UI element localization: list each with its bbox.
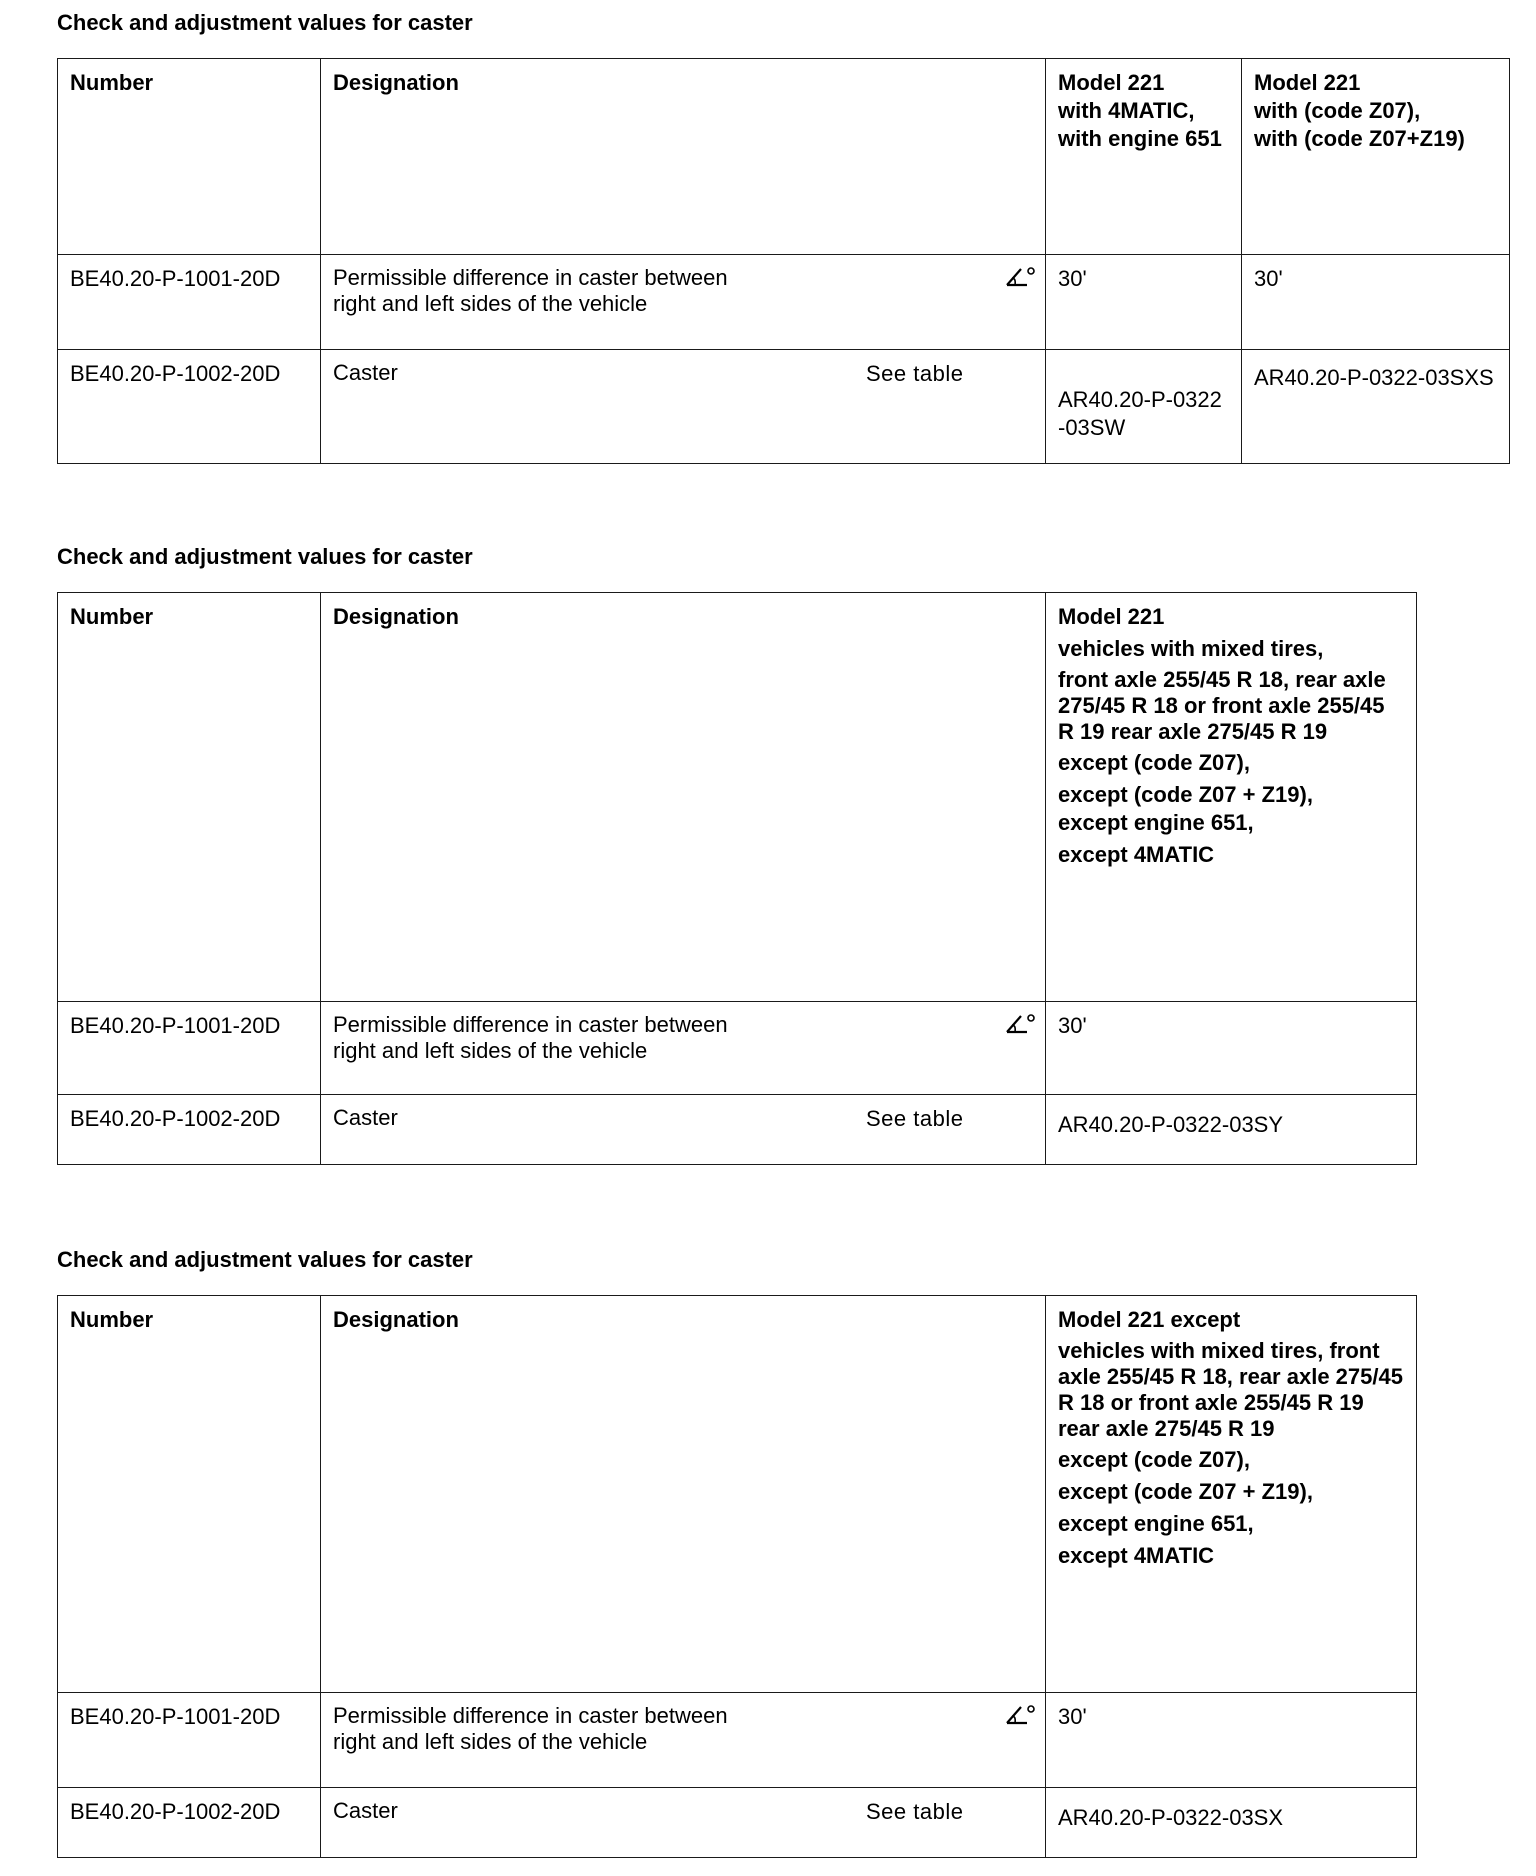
row-designation (321, 1788, 1046, 1858)
model-line: with engine 651 (1058, 126, 1222, 151)
model-line: Model 221 (1254, 70, 1361, 95)
section-title: Check and adjustment values for caster (57, 544, 473, 569)
designation-text: Caster (333, 1105, 398, 1130)
row-designation (321, 1002, 1046, 1095)
designation-text: Permissible difference in caster between right and left sides of the vehicle (333, 265, 728, 316)
see-table-note: See table (866, 361, 964, 386)
row-number: BE40.20-P-1002-20D (58, 1095, 321, 1165)
reference-code: AR40.20-P-0322-03SW (1058, 387, 1222, 440)
row-number: BE40.20-P-1001-20D (58, 1002, 321, 1095)
angle-degree-icon (1005, 1012, 1035, 1036)
model-line: with (code Z07+Z19) (1254, 126, 1465, 151)
row-reference (1046, 1095, 1417, 1165)
table-row (58, 1788, 1417, 1858)
caster-table-1 (57, 58, 1510, 464)
reference-code: AR40.20-P-0322-03SY (1058, 1112, 1284, 1137)
model-line: vehicles with mixed tires, front axle 255/45 R 18, rear axle 275/45 R 18 or front axle 255/45 R 19 rear axle 275/45 R 19 (1058, 1338, 1403, 1441)
row-designation (321, 255, 1046, 350)
designation-text: Permissible difference in caster between right and left sides of the vehicle (333, 1703, 728, 1754)
model-column-header (1242, 59, 1510, 255)
model-line: except 4MATIC (1058, 1543, 1215, 1568)
row-value: 30' (1046, 1693, 1417, 1788)
designation-header: Designation (321, 59, 1046, 255)
model-line: except (code Z07 + Z19), (1058, 1479, 1313, 1504)
table-header-row (58, 593, 1417, 1002)
designation-header: Designation (321, 1296, 1046, 1693)
row-value: 30' (1046, 255, 1242, 350)
model-line: Model 221 (1058, 70, 1165, 95)
row-designation (321, 350, 1046, 464)
model-line: with (code Z07), (1254, 98, 1421, 123)
row-reference (1046, 350, 1242, 464)
section-title: Check and adjustment values for caster (57, 10, 473, 35)
model-column-header (1046, 59, 1242, 255)
row-number: BE40.20-P-1001-20D (58, 255, 321, 350)
reference-code: AR40.20-P-0322-03SX (1058, 1805, 1284, 1830)
designation-text: Caster (333, 360, 398, 385)
table-row (58, 350, 1510, 464)
model-line: except (code Z07), (1058, 750, 1250, 775)
designation-header: Designation (321, 593, 1046, 1002)
model-line: Model 221 except (1058, 1307, 1241, 1332)
table-row (58, 1002, 1417, 1095)
model-line: except 4MATIC (1058, 842, 1215, 867)
model-line: except (code Z07 + Z19), (1058, 782, 1313, 807)
caster-table-3 (57, 1295, 1417, 1858)
row-number: BE40.20-P-1001-20D (58, 1693, 321, 1788)
table-row (58, 1693, 1417, 1788)
row-designation (321, 1095, 1046, 1165)
model-line: except engine 651, (1058, 810, 1254, 835)
table-header-row (58, 59, 1510, 255)
row-value: 30' (1242, 255, 1510, 350)
caster-table-2 (57, 592, 1417, 1165)
row-reference (1242, 350, 1510, 464)
model-line: vehicles with mixed tires, (1058, 636, 1324, 661)
number-header: Number (58, 59, 321, 255)
model-line: front axle 255/45 R 18, rear axle 275/45 R 18 or front axle 255/45 R 19 rear axle 275/45 R 19 (1058, 667, 1386, 744)
row-number: BE40.20-P-1002-20D (58, 350, 321, 464)
number-header: Number (58, 1296, 321, 1693)
row-designation (321, 1693, 1046, 1788)
see-table-note: See table (866, 1106, 964, 1131)
model-column-header (1046, 1296, 1417, 1693)
see-table-note: See table (866, 1799, 964, 1824)
table-header-row (58, 1296, 1417, 1693)
angle-degree-icon (1005, 1703, 1035, 1727)
model-line: with 4MATIC, (1058, 98, 1195, 123)
designation-text: Permissible difference in caster between right and left sides of the vehicle (333, 1012, 728, 1063)
model-line: Model 221 (1058, 604, 1165, 629)
table-row (58, 1095, 1417, 1165)
row-number: BE40.20-P-1002-20D (58, 1788, 321, 1858)
model-line: except (code Z07), (1058, 1447, 1250, 1472)
designation-text: Caster (333, 1798, 398, 1823)
number-header: Number (58, 593, 321, 1002)
table-row (58, 255, 1510, 350)
row-reference (1046, 1788, 1417, 1858)
model-line: except engine 651, (1058, 1511, 1254, 1536)
reference-code: AR40.20-P-0322-03SXS (1254, 365, 1494, 390)
row-value: 30' (1046, 1002, 1417, 1095)
section-title: Check and adjustment values for caster (57, 1247, 473, 1272)
angle-degree-icon (1005, 265, 1035, 289)
model-column-header (1046, 593, 1417, 1002)
